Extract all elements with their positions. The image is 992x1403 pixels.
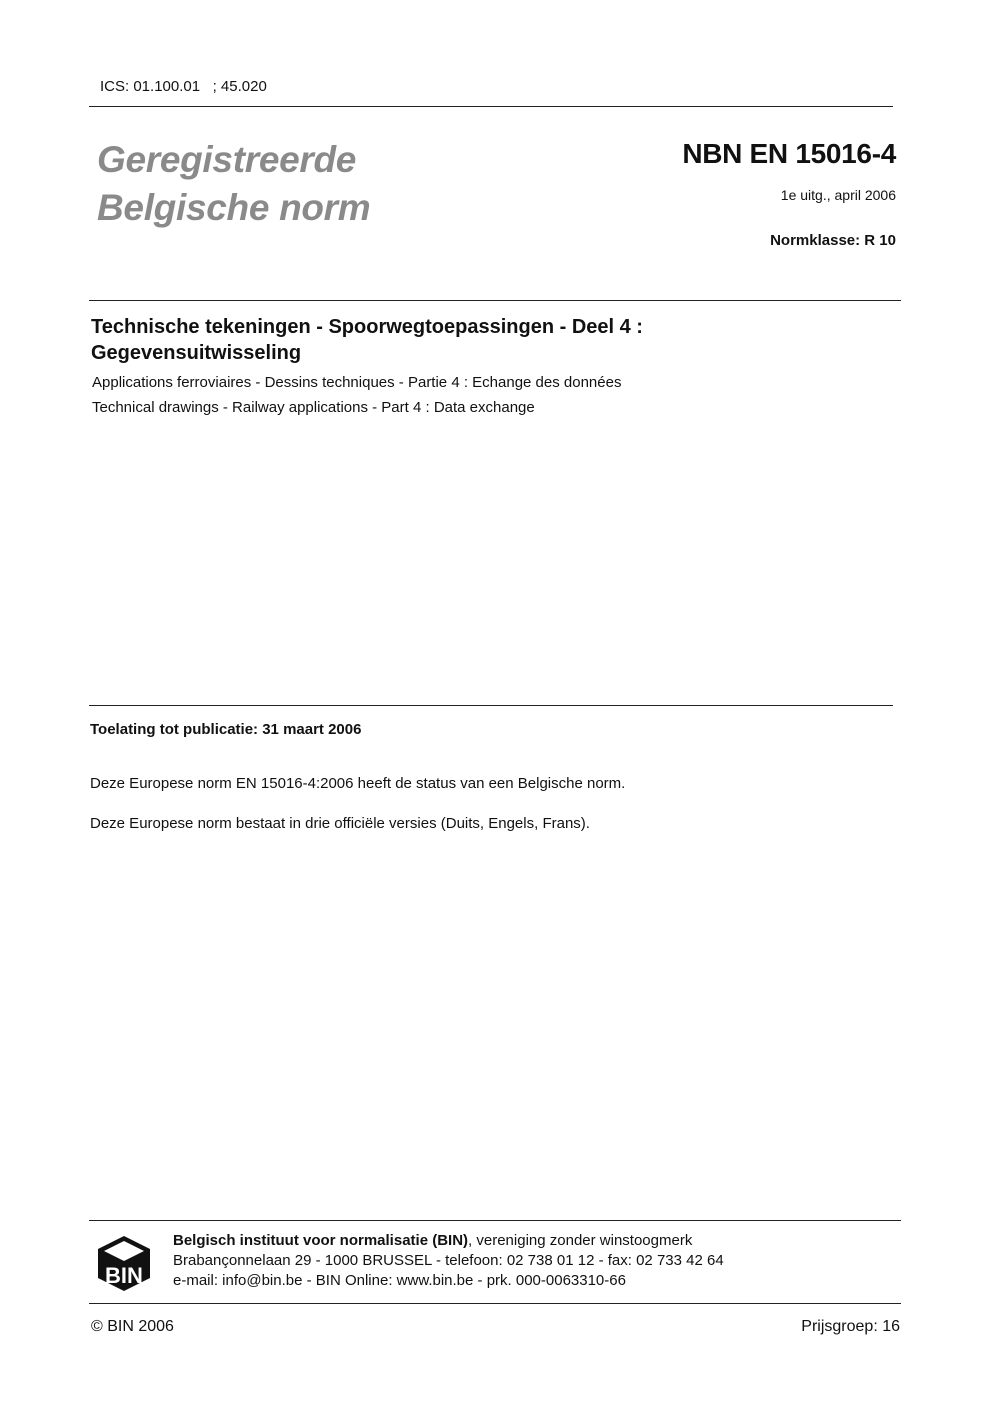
price-group: Prijsgroep: 16 (801, 1318, 900, 1335)
publisher-address: Brabançonnelaan 29 - 1000 BRUSSEL - telefoon: 02 738 01 12 - fax: 02 733 42 64 (173, 1252, 724, 1269)
registered-line-1: Geregistreerde (97, 139, 357, 180)
registered-line-2: Belgische norm (97, 187, 371, 228)
header-divider (89, 106, 893, 107)
registered-standard-heading (97, 136, 370, 232)
footer-divider-top (89, 1220, 901, 1221)
footer-divider-bottom (89, 1303, 901, 1304)
approval-divider (89, 705, 893, 706)
status-statement: Deze Europese norm EN 15016-4:2006 heeft de status van een Belgische norm. (90, 775, 626, 792)
document-title-line-2: Gegevensuitwisseling (91, 342, 302, 364)
ics-code: ICS: 01.100.01 ; 45.020 (100, 78, 267, 95)
document-title (91, 314, 643, 366)
versions-statement: Deze Europese norm bestaat in drie officiële versies (Duits, Engels, Frans). (90, 815, 590, 832)
publication-approval: Toelating tot publicatie: 31 maart 2006 (90, 721, 362, 738)
french-title: Applications ferroviaires - Dessins techniques - Partie 4 : Echange des données (92, 374, 622, 391)
edition-date: 1e uitg., april 2006 (780, 187, 896, 203)
standard-number: NBN EN 15016-4 (682, 138, 896, 169)
english-title: Technical drawings - Railway applications - Part 4 : Data exchange (92, 399, 535, 416)
publisher-contact: e-mail: info@bin.be - BIN Online: www.bin.be - prk. 000-0063310-66 (173, 1272, 626, 1289)
publisher-name-line (173, 1231, 724, 1251)
copyright-notice: © BIN 2006 (91, 1318, 174, 1335)
title-divider (89, 300, 901, 301)
publisher-type: , vereniging zonder winstoogmerk (468, 1232, 693, 1249)
logo-text: BIN (105, 1263, 143, 1288)
publisher-name: Belgisch instituut voor normalisatie (BIN) (173, 1232, 469, 1249)
publisher-info (173, 1231, 724, 1291)
bin-logo-icon (96, 1234, 152, 1292)
norm-class: Normklasse: R 10 (770, 232, 896, 249)
document-title-line-1: Technische tekeningen - Spoorwegtoepassingen - Deel 4 : (91, 316, 643, 338)
